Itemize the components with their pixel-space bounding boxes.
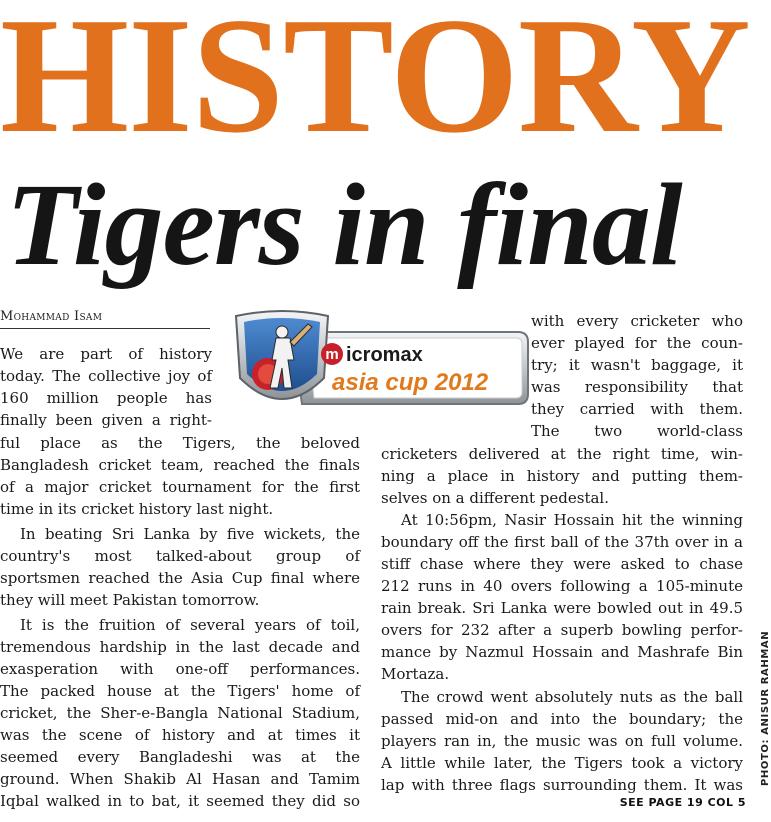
kicker-headline: HISTORY <box>0 0 750 167</box>
article-line: stiff chase where they were asked to chase <box>381 555 743 573</box>
article-line: The crowd went absolutely nuts as the ball <box>401 688 743 706</box>
article-line: ning a place in history and putting them- <box>381 467 743 485</box>
article-line: The two world-class <box>531 422 743 440</box>
photo-credit <box>744 610 771 786</box>
article-line: selves on a different pedestal. <box>381 489 609 507</box>
article-line: today. The collective joy of <box>0 367 212 385</box>
article-line: Bangladesh cricket team, reached the finals <box>0 456 360 474</box>
article-line: try; it wasn't baggage, it <box>531 356 743 374</box>
byline: Mohammad Isam <box>0 309 210 329</box>
main-headline: Tigers in final <box>6 159 682 290</box>
article-line: with every cricketer who <box>531 312 743 330</box>
article-line: was responsibility that <box>531 378 743 396</box>
article-line: was the scene of history and at times it <box>0 726 360 744</box>
article-line: 160 million people has <box>0 389 212 407</box>
article-line: ground. When Shakib Al Hasan and Tamim <box>0 770 360 788</box>
article-line: Mortaza. <box>381 665 450 683</box>
article-line: lap with three flags surrounding them. It was <box>381 776 743 794</box>
logo-brand-text: icromax <box>346 344 423 366</box>
jump-line: SEE PAGE 19 COL 5 <box>619 796 746 809</box>
article-line: boundary off the first ball of the 37th over in a <box>381 533 743 551</box>
article-line: mance by Nazmul Hossain and Mashrafe Bin <box>381 643 743 661</box>
article-line: A little while later, the Tigers took a victory <box>381 754 743 772</box>
micromax-asia-cup-logo <box>232 308 532 416</box>
article-line: ever played for the coun- <box>531 334 743 352</box>
svg-text:m: m <box>325 346 339 363</box>
article-line: they will meet Pakistan tomorrow. <box>0 591 260 609</box>
article-line: It is the fruition of several years of toil, <box>20 616 360 634</box>
logo-event-text: asia cup 2012 <box>332 369 489 396</box>
article-line: passed mid-on and into the boundary; the <box>381 710 743 728</box>
article-line: 212 runs in 40 overs following a 105-minute <box>381 577 743 595</box>
article-line: We are part of history <box>0 345 212 363</box>
article-line: finally been given a right- <box>0 411 212 429</box>
photo-credit-text: PHOTO: ANISUR RAHMAN <box>760 630 771 786</box>
article-line: overs for 232 after a superb bowling perfor- <box>381 621 743 639</box>
article-line: players ran in, the music was on full volume. <box>381 732 743 750</box>
article-line: cricket, the Sher-e-Bangla National Stadium, <box>0 704 360 722</box>
article-line: country's most talked-about group of <box>0 547 360 565</box>
article-line: exasperation with one-off performances. <box>0 660 360 678</box>
article-line: sportsmen reached the Asia Cup final where <box>0 569 360 587</box>
article-line: The packed house at the Tigers' home of <box>0 682 360 700</box>
article-line: rain break. Sri Lanka were bowled out in 49.5 <box>381 599 743 617</box>
article-line: tremendous hardship in the last decade and <box>0 638 360 656</box>
article-line: time in its cricket history last night. <box>0 500 274 518</box>
article-line: In beating Sri Lanka by five wickets, the <box>20 525 360 543</box>
article-line: Iqbal walked in to bat, it seemed they did so <box>0 792 360 810</box>
article-line: of a major cricket tournament for the first <box>0 478 360 496</box>
article-line: they carried with them. <box>531 400 743 418</box>
article-line: seemed every Bangladeshi was at the <box>0 748 360 766</box>
article-line: ful place as the Tigers, the beloved <box>0 434 360 452</box>
article-line: At 10:56pm, Nasir Hossain hit the winning <box>401 511 743 529</box>
article-line: cricketers delivered at the right time, win- <box>381 445 743 463</box>
